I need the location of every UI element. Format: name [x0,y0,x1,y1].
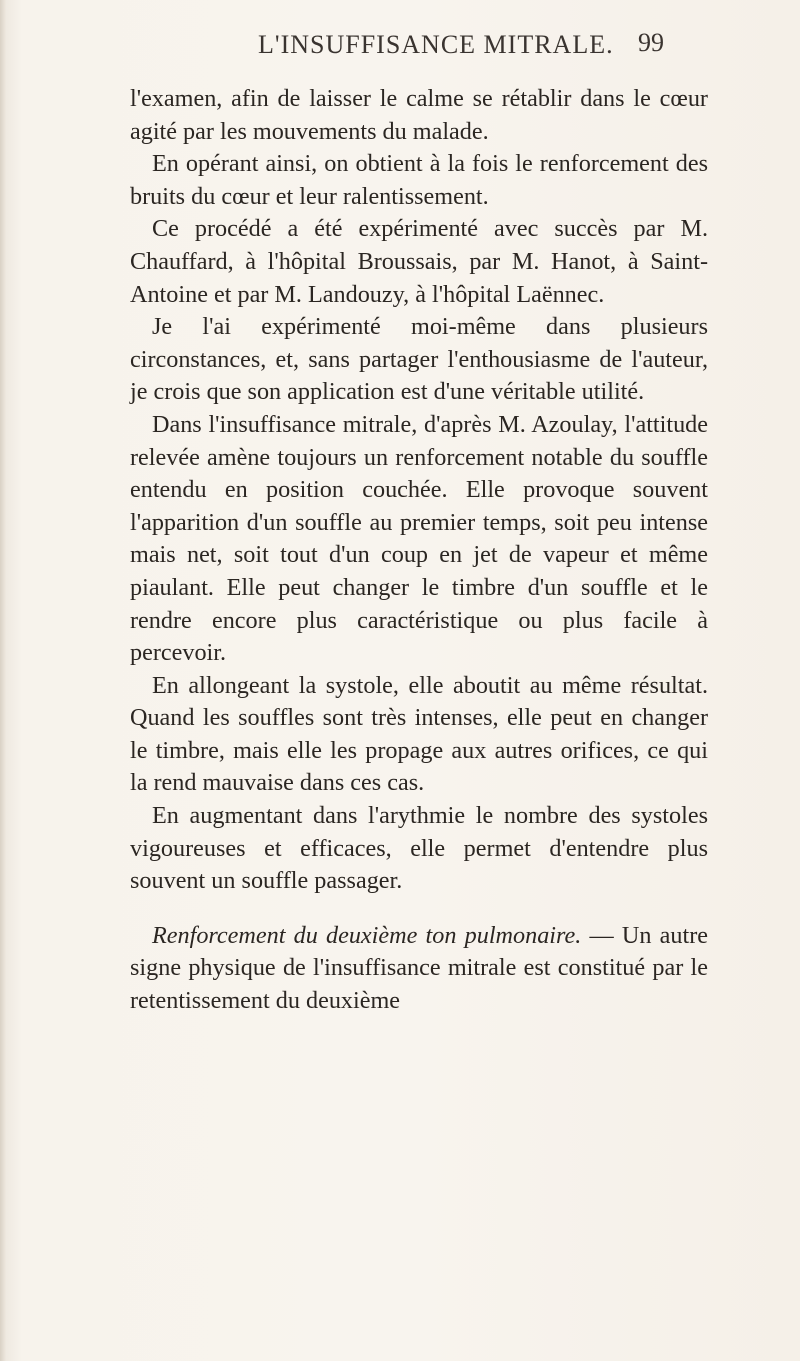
paragraph-3: Ce procédé a été expérimenté avec succès par M. Chauffard, à l'hôpital Broussais, par M. Hanot, à Saint-Antoine et par M. Landouzy, à l'hôpital Laënnec. [130,215,708,308]
page-number: 99 [638,28,664,57]
paragraph-7: En augmentant dans l'arythmie le nombre des systoles vigoureuses et efficaces, elle permet d'entendre plus souvent un souffle passager. [130,802,708,895]
paragraph-6: En allongeant la systole, elle aboutit au même résultat. Quand les souffles sont très intenses, elle peut en changer le timbre, mais elle les propage aux autres orifices, ce qui la rend mauvaise dans ces cas. [130,671,708,797]
paragraph-4: Je l'ai expérimenté moi-même dans plusieurs circonstances, et, sans partager l'enthousiasme de l'auteur, je crois que son application est d'une véritable utilité. [130,313,708,406]
body-text [130,83,708,1018]
section-heading: Renforcement du deuxième ton pulmonaire. [152,921,582,949]
binding-edge [0,0,6,1361]
paragraph-5: Dans l'insuffisance mitrale, d'après M. Azoulay, l'attitude relevée amène toujours un renforcement notable du souffle entendu en position couchée. Elle provoque souvent l'apparition d'un souffle au premier temps, soit peu intense mais net, soit tout d'un coup en jet de vapeur et même piaulant. Elle peut changer le timbre d'un souffle et le rendre encore plus caractéristique ou plus facile à percevoir. [130,410,708,667]
paragraph-1: l'examen, afin de laisser le calme se rétablir dans le cœur agité par les mouvements du malade. [130,85,708,145]
paragraph-2: En opérant ainsi, on obtient à la fois le renforcement des bruits du cœur et leur ralentissement. [130,150,708,210]
paragraph-8-text: — Un autre signe physique de l'insuffisance mitrale est constitué par le retentissement du deuxième [130,921,708,1015]
paragraph-8 [130,920,708,1018]
running-title: L'INSUFFISANCE MITRALE. [258,30,614,59]
